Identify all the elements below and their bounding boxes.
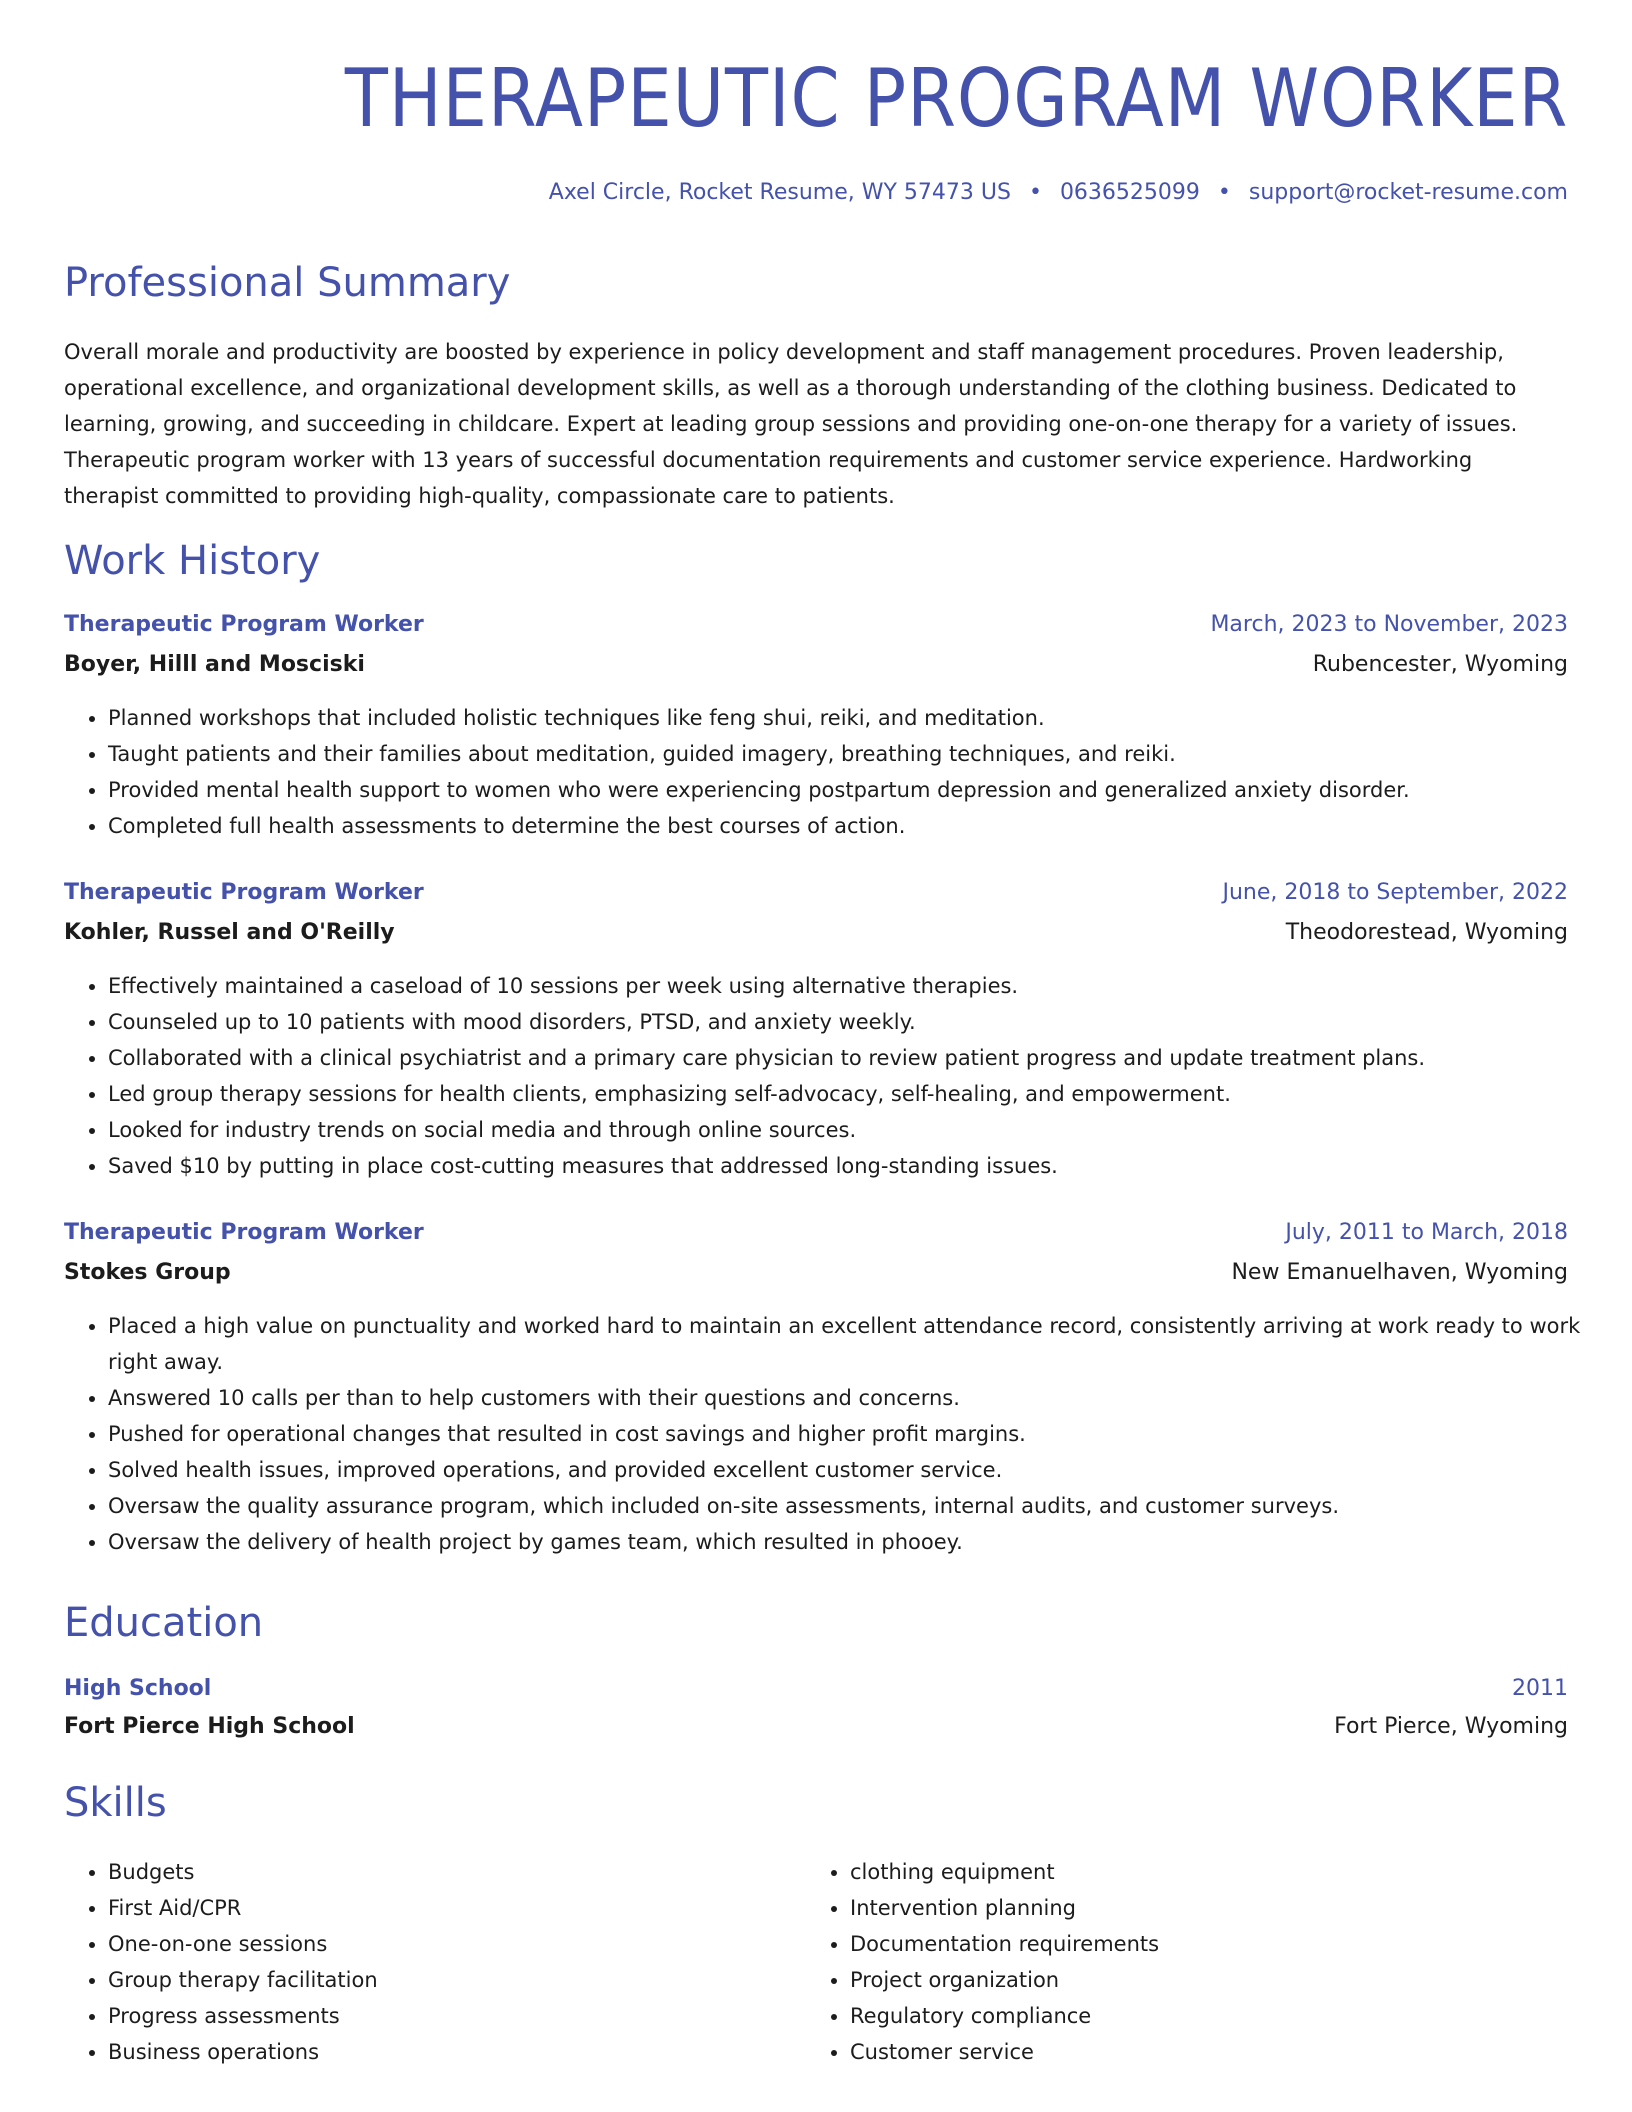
job-bullets <box>64 1308 1612 1560</box>
list-item: • Oversaw the delivery of health project by games team, which resulted in phooey. <box>108 1524 1612 1560</box>
job-location: Rubencester, Wyoming <box>1312 652 1568 677</box>
skills-list-right <box>806 1854 1550 2070</box>
list-item: • Answered 10 calls per than to help customers with their questions and concerns. <box>108 1380 1612 1416</box>
list-item: • Solved health issues, improved operations, and provided excellent customer service. <box>108 1452 1612 1488</box>
list-item: • Saved $10 by putting in place cost-cutting measures that addressed long-standing issues. <box>108 1148 1612 1184</box>
skill-item: • Budgets <box>108 1854 808 1890</box>
job-dates: July, 2011 to March, 2018 <box>1285 1220 1568 1245</box>
list-item: • Oversaw the quality assurance program, which included on-site assessments, internal audits, and customer surveys. <box>108 1488 1612 1524</box>
education-year: 2011 <box>1512 1676 1568 1701</box>
education-header-row <box>64 1676 1568 1701</box>
job-company: Boyer, Hilll and Mosciski <box>64 652 365 677</box>
contact-line <box>549 180 1568 205</box>
resume-name: THERAPEUTIC PROGRAM WORKER <box>344 52 1568 145</box>
list-item: • Led group therapy sessions for health clients, emphasizing self-advocacy, self-healing, and empowerment. <box>108 1076 1612 1112</box>
contact-address: Axel Circle, Rocket Resume, WY 57473 US <box>548 180 1011 205</box>
skill-item: • Customer service <box>850 2034 1550 2070</box>
skill-item: • Progress assessments <box>108 1998 808 2034</box>
job-company: Stokes Group <box>64 1260 231 1285</box>
education-location: Fort Pierce, Wyoming <box>1334 1714 1568 1739</box>
job-location: New Emanuelhaven, Wyoming <box>1231 1260 1568 1285</box>
list-item: • Looked for industry trends on social media and through online sources. <box>108 1112 1612 1148</box>
contact-separator: • <box>1217 180 1231 205</box>
list-item: • Effectively maintained a caseload of 10 sessions per week using alternative therapies. <box>108 968 1612 1004</box>
list-item: • Counseled up to 10 patients with mood disorders, PTSD, and anxiety weekly. <box>108 1004 1612 1040</box>
list-item: • Completed full health assessments to determine the best courses of action. <box>108 808 1612 844</box>
job-company-row <box>64 1260 1568 1285</box>
skill-item: • Regulatory compliance <box>850 1998 1550 2034</box>
list-item: • Collaborated with a clinical psychiatrist and a primary care physician to review patient progress and update treatment plans. <box>108 1040 1612 1076</box>
contact-separator: • <box>1028 180 1042 205</box>
job-dates: March, 2023 to November, 2023 <box>1210 612 1568 637</box>
list-item: • Pushed for operational changes that resulted in cost savings and higher profit margins. <box>108 1416 1612 1452</box>
list-item: • Provided mental health support to women who were experiencing postpartum depression and generalized anxiety disorder. <box>108 772 1612 808</box>
education-degree: High School <box>64 1676 212 1701</box>
contact-phone: 0636525099 <box>1059 180 1200 205</box>
job-bullets <box>64 968 1612 1184</box>
list-item: • Taught patients and their families about meditation, guided imagery, breathing techniques, and reiki. <box>108 736 1612 772</box>
job-location: Theodorestead, Wyoming <box>1285 920 1568 945</box>
job-company: Kohler, Russel and O'Reilly <box>64 920 395 945</box>
skill-item: • Project organization <box>850 1962 1550 1998</box>
skill-item: • One-on-one sessions <box>108 1926 808 1962</box>
job-header-row <box>64 880 1568 905</box>
skills-heading: Skills <box>64 1780 167 1826</box>
skill-item: • clothing equipment <box>850 1854 1550 1890</box>
skill-item: • First Aid/CPR <box>108 1890 808 1926</box>
education-school: Fort Pierce High School <box>64 1714 355 1739</box>
job-dates: June, 2018 to September, 2022 <box>1222 880 1568 905</box>
job-company-row <box>64 652 1568 677</box>
skills-list-left <box>64 1854 808 2070</box>
summary-text: Overall morale and productivity are boosted by experience in policy development and staff management procedures. Proven leadership, operational excellence, and organizational development skills, as well as a thorough understanding of the clothing business. Dedicated to learning, growing, and succeeding in childcare. Expert at leading group sessions and providing one-on-one therapy for a variety of issues. Therapeutic program worker with 13 years of successful documentation requirements and customer service experience. Hardworking therapist committed to providing high-quality, compassionate care to patients. <box>64 340 1518 508</box>
education-heading: Education <box>64 1600 264 1646</box>
job-header-row <box>64 1220 1568 1245</box>
skill-item: • Intervention planning <box>850 1890 1550 1926</box>
job-bullets <box>64 700 1612 844</box>
work-history-heading: Work History <box>64 538 321 584</box>
list-item: • Planned workshops that included holistic techniques like feng shui, reiki, and meditation. <box>108 700 1612 736</box>
summary-heading: Professional Summary <box>64 260 511 306</box>
job-header-row <box>64 612 1568 637</box>
contact-email: support@rocket-resume.com <box>1248 180 1568 205</box>
list-item: • Placed a high value on punctuality and worked hard to maintain an excellent attendance record, consistently arriving at work ready to work right away. <box>108 1308 1612 1380</box>
job-title: Therapeutic Program Worker <box>64 1220 424 1245</box>
skill-item: • Group therapy facilitation <box>108 1962 808 1998</box>
job-title: Therapeutic Program Worker <box>64 880 424 905</box>
job-company-row <box>64 920 1568 945</box>
job-title: Therapeutic Program Worker <box>64 612 424 637</box>
education-school-row <box>64 1714 1568 1739</box>
skill-item: • Documentation requirements <box>850 1926 1550 1962</box>
skill-item: • Business operations <box>108 2034 808 2070</box>
